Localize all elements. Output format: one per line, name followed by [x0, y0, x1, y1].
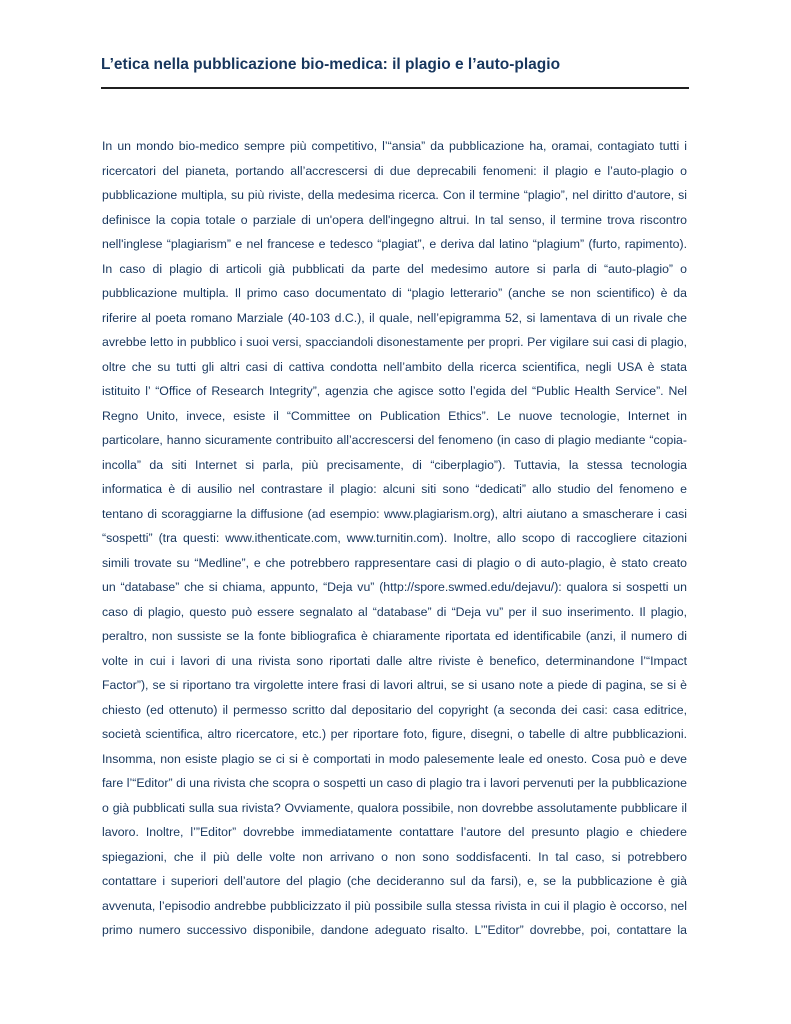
text-line: spiegazioni, che il più delle volte non arrivano o non sono soddisfacenti. In tal caso, si potrebbero [102, 849, 687, 864]
text-line: informatica è di ausilio nel contrastare il plagio: alcuni siti sono “dedicati” allo studio del fenomeno e [102, 482, 687, 496]
text-line: fare l’“Editor” di una rivista che scopra o sospetti un caso di plagio tra i lavori pervenuti per la pubblicazione [102, 776, 687, 790]
text-line: riferire al poeta romano Marziale (40-103 d.C.), il quale, nell’epigramma 52, si lamentava di un rivale che [102, 310, 687, 325]
text-line: pubblicazione multipla. Il primo caso documentato di “plagio letterario” (anche se non scientifico) è da [102, 286, 687, 300]
text-line: istituito l’ “Office of Research Integrity”, agenzia che agisce sotto l’egida del “Public Health Service”. Nel [102, 384, 687, 398]
body-paragraph [102, 134, 687, 943]
text-line: chiesto (ed ottenuto) il permesso scritto dal depositario del copyright (a seconda dei casi: casa editrice, [102, 702, 687, 717]
text-line: lavoro. Inoltre, l’”Editor” dovrebbe immediatamente contattare l’autore del presunto plagio e chiedere [102, 825, 687, 839]
text-line: avrebbe letto in pubblico i suoi versi, spacciandoli disonestamente per propri. Per vigilare sui casi di plagio, [102, 335, 687, 349]
text-line: oltre che su tutti gli altri casi di cattiva condotta nell’ambito della ricerca scientifica, negli USA è stata [102, 359, 687, 374]
text-line: primo numero successivo disponibile, dandone adeguato risalto. L’”Editor” dovrebbe, poi, contattare la [102, 923, 687, 937]
text-line: ricercatori del pianeta, portando all’accrescersi di due deprecabili fenomeni: il plagio e l’auto-plagio o [102, 163, 687, 178]
text-line: o già pubblicati sulla sua rivista? Ovviamente, qualora possibile, non dovrebbe assolutamente pubblicare il [102, 800, 687, 815]
text-line: particolare, hanno sicuramente contribuito all’accrescersi del fenomeno (in caso di plagio mediante “copia- [102, 433, 687, 447]
text-line: volte in cui i lavori di una rivista sono riportati dalle altre riviste è benefico, determinandone l’“Impact [102, 653, 687, 668]
header-divider [101, 87, 689, 89]
text-line: società scientifica, altro ricercatore, etc.) per riportare foto, figure, disegni, o tabelle di altre pubblicazioni. [102, 727, 687, 741]
text-line: Insomma, non esiste plagio se ci si è comportati in modo palesemente leale ed onesto. Cosa può e deve [102, 751, 687, 766]
text-line: caso di plagio, questo può essere segnalato al “database” di “Deja vu” per il suo inserimento. Il plagio, [102, 604, 687, 619]
text-line: tentano di scoraggiarne la diffusione (ad esempio: www.plagiarism.org), altri aiutano a smascherare i casi [102, 506, 687, 521]
text-line: Factor”), se si riportano tra virgolette intere frasi di lavori altrui, se si usano note a piede di pagina, se si è [102, 678, 687, 692]
page-header-title: L’etica nella pubblicazione bio-medica: il plagio e l’auto-plagio [101, 56, 561, 73]
text-line: incolla” da siti Internet si parla, più precisamente, di “ciberplagio”). Tuttavia, la stessa tecnologia [102, 457, 687, 472]
text-line: Regno Unito, invece, esiste il “Committee on Publication Ethics”. Le nuove tecnologie, Internet in [102, 408, 687, 423]
text-line: definisce la copia totale o parziale di un'opera dell'ingegno altrui. In tal senso, il termine trova riscontro [102, 212, 687, 227]
text-line: un “database” che si chiama, appunto, “Deja vu” (http://spore.swmed.edu/dejavu/): qualora si sospetti un [102, 580, 687, 594]
text-line: In un mondo bio-medico sempre più competitivo, l’“ansia” da pubblicazione ha, oramai, contagiato tutti i [102, 139, 687, 153]
text-line: simili trovate su “Medline”, e che potrebbero rappresentare casi di plagio o di auto-plagio, è stato creato [102, 555, 687, 570]
text-line: “sospetti” (tra questi: www.ithenticate.com, www.turnitin.com). Inoltre, allo scopo di raccogliere citazioni [102, 531, 687, 545]
text-line: peraltro, non sussiste se la fonte bibliografica è chiaramente riportata ed identificabile (anzi, il numero di [102, 629, 687, 643]
text-line: pubblicazione multipla, su più riviste, della medesima ricerca. Con il termine “plagio”, nel diritto d'autore, si [102, 188, 687, 202]
text-line: nell'inglese “plagiarism” e nel francese e tedesco “plagiat”, e deriva dal latino “plagium” (furto, rapimento). [102, 237, 687, 251]
text-line: contattare i superiori dell’autore del plagio (che decideranno sul da farsi), e, se la pubblicazione è già [102, 874, 687, 888]
text-line: In caso di plagio di articoli già pubblicati da parte del medesimo autore si parla di “auto-plagio” o [102, 261, 687, 276]
text-line: avvenuta, l’episodio andrebbe pubblicizzato il più possibile sulla stessa rivista in cui il plagio è occorso, nel [102, 898, 687, 913]
